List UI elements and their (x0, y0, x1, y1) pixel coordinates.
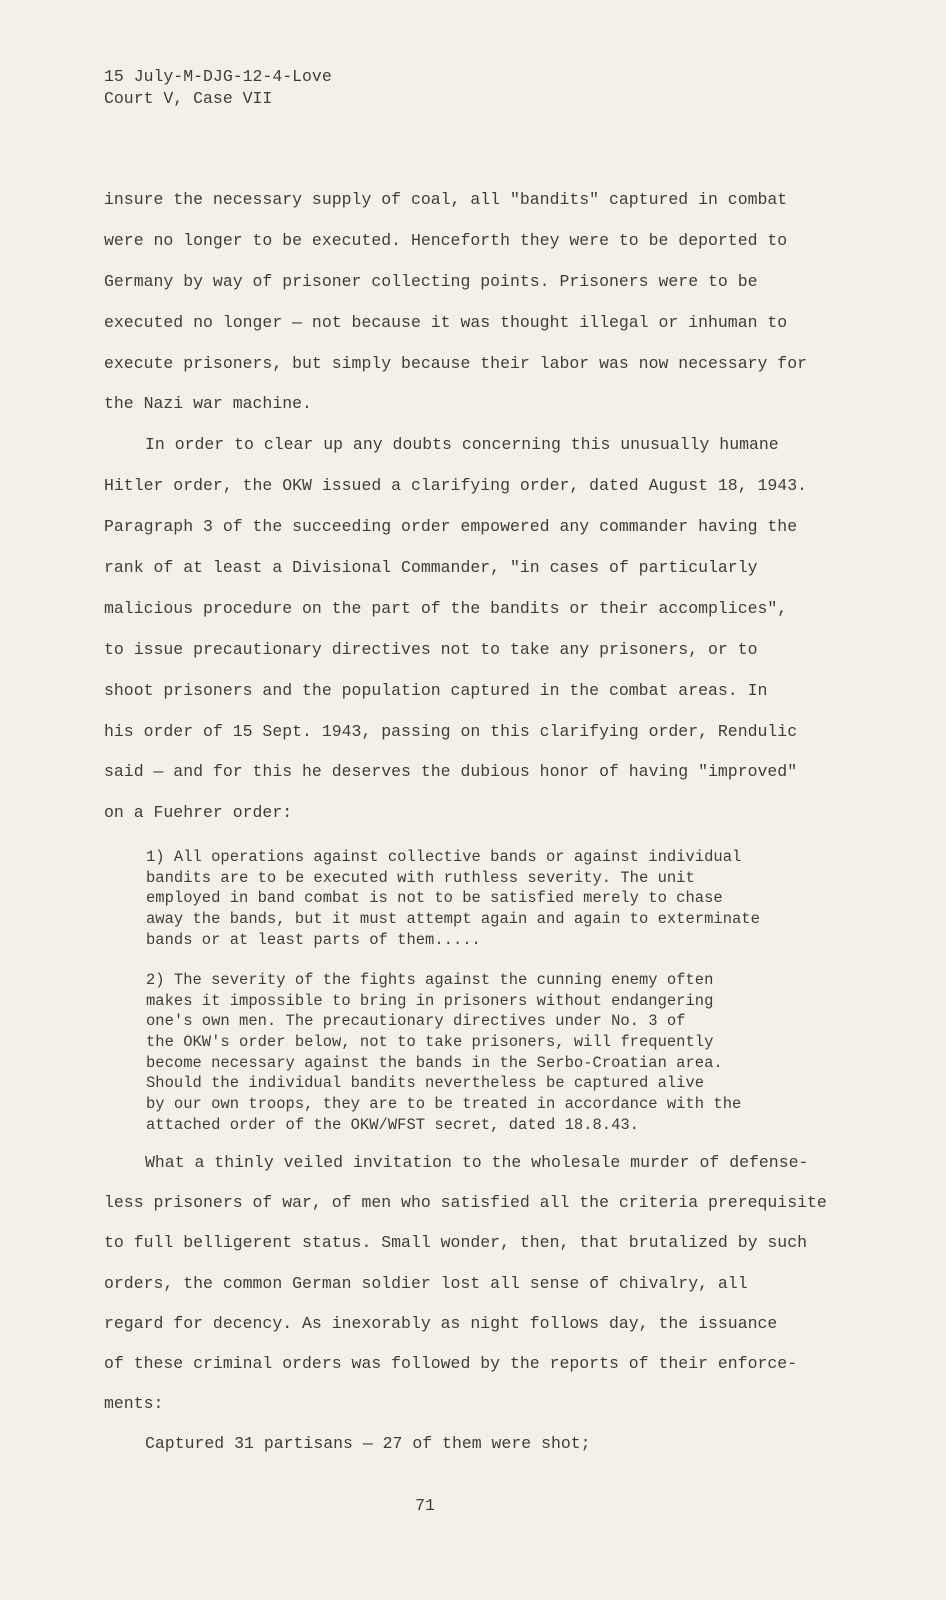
quote-line: become necessary against the bands in the Serbo-Croatian area. (146, 1053, 723, 1072)
body-line: execute prisoners, but simply because their labor was now necessary for (104, 353, 808, 373)
body-line: insure the necessary supply of coal, all "bandits" captured in combat (104, 190, 788, 209)
body-paragraphs (104, 188, 864, 842)
closing-line: to full belligerent status. Small wonder, then, that brutalized by such (104, 1233, 808, 1253)
closing-line: ments: (104, 1394, 164, 1414)
quote-line: away the bands, but it must attempt again and again to exterminate (146, 910, 760, 929)
document-reference: 15 July-M-DJG-12-4-Love (104, 67, 332, 86)
quote-line: bands or at least parts of them..... (146, 930, 481, 949)
quote-paragraph-1 (146, 847, 866, 950)
quote-line: one's own men. The precautionary directives under No. 3 of (146, 1012, 686, 1031)
body-line: the Nazi war machine. (104, 394, 312, 414)
body-line: his order of 15 Sept. 1943, passing on this clarifying order, Rendulic (104, 721, 798, 741)
quote-line: by our own troops, they are to be treated in accordance with the (146, 1095, 742, 1114)
body-line: executed no longer — not because it was thought illegal or inhuman to (104, 312, 788, 332)
quote-line: Should the individual bandits nevertheless be captured alive (146, 1074, 705, 1093)
body-line: Germany by way of prisoner collecting points. Prisoners were to be (104, 271, 758, 291)
closing-line: regard for decency. As inexorably as night follows day, the issuance (104, 1313, 778, 1333)
closing-line: less prisoners of war, of men who satisfied all the criteria prerequisite (104, 1193, 827, 1213)
closing-line: What a thinly veiled invitation to the wholesale murder of defense- (145, 1153, 809, 1172)
body-line: shoot prisoners and the population captured in the combat areas. In (104, 680, 768, 700)
quote-line: the OKW's order below, not to take prisoners, will frequently (146, 1033, 714, 1052)
closing-line: of these criminal orders was followed by the reports of their enforce- (104, 1353, 798, 1373)
body-line: rank of at least a Divisional Commander, "in cases of particularly (104, 558, 758, 578)
quote-line: bandits are to be executed with ruthless severity. The unit (146, 868, 695, 887)
page-number: 71 (415, 1496, 435, 1515)
quote-paragraph-2 (146, 970, 866, 1136)
body-line: Paragraph 3 of the succeeding order empowered any commander having the (104, 517, 798, 537)
quote-line: employed in band combat is not to be satisfied merely to chase (146, 889, 723, 908)
body-line: on a Fuehrer order: (104, 803, 293, 823)
body-line: said — and for this he deserves the dubious honor of having "improved" (104, 762, 798, 782)
quote-line: attached order of the OKW/WFST secret, dated 18.8.43. (146, 1115, 639, 1134)
quote-line: 2) The severity of the fights against the cunning enemy often (146, 971, 714, 989)
body-line: to issue precautionary directives not to take any prisoners, or to (104, 639, 758, 659)
closing-paragraphs (104, 1151, 864, 1473)
quote-line: 1) All operations against collective bands or against individual (146, 848, 742, 866)
document-header (104, 66, 332, 110)
body-line: malicious procedure on the part of the bandits or their accomplices", (104, 598, 788, 618)
quote-line: makes it impossible to bring in prisoners without endangering (146, 991, 714, 1010)
body-line: were no longer to be executed. Henceforth they were to be deported to (104, 230, 788, 250)
body-line: Hitler order, the OKW issued a clarifying order, dated August 18, 1943. (104, 476, 808, 496)
closing-line: orders, the common German soldier lost all sense of chivalry, all (104, 1273, 748, 1293)
closing-line: Captured 31 partisans — 27 of them were shot; (145, 1434, 591, 1454)
court-case-label: Court V, Case VII (104, 89, 273, 108)
body-line: In order to clear up any doubts concerning this unusually humane (145, 435, 779, 455)
